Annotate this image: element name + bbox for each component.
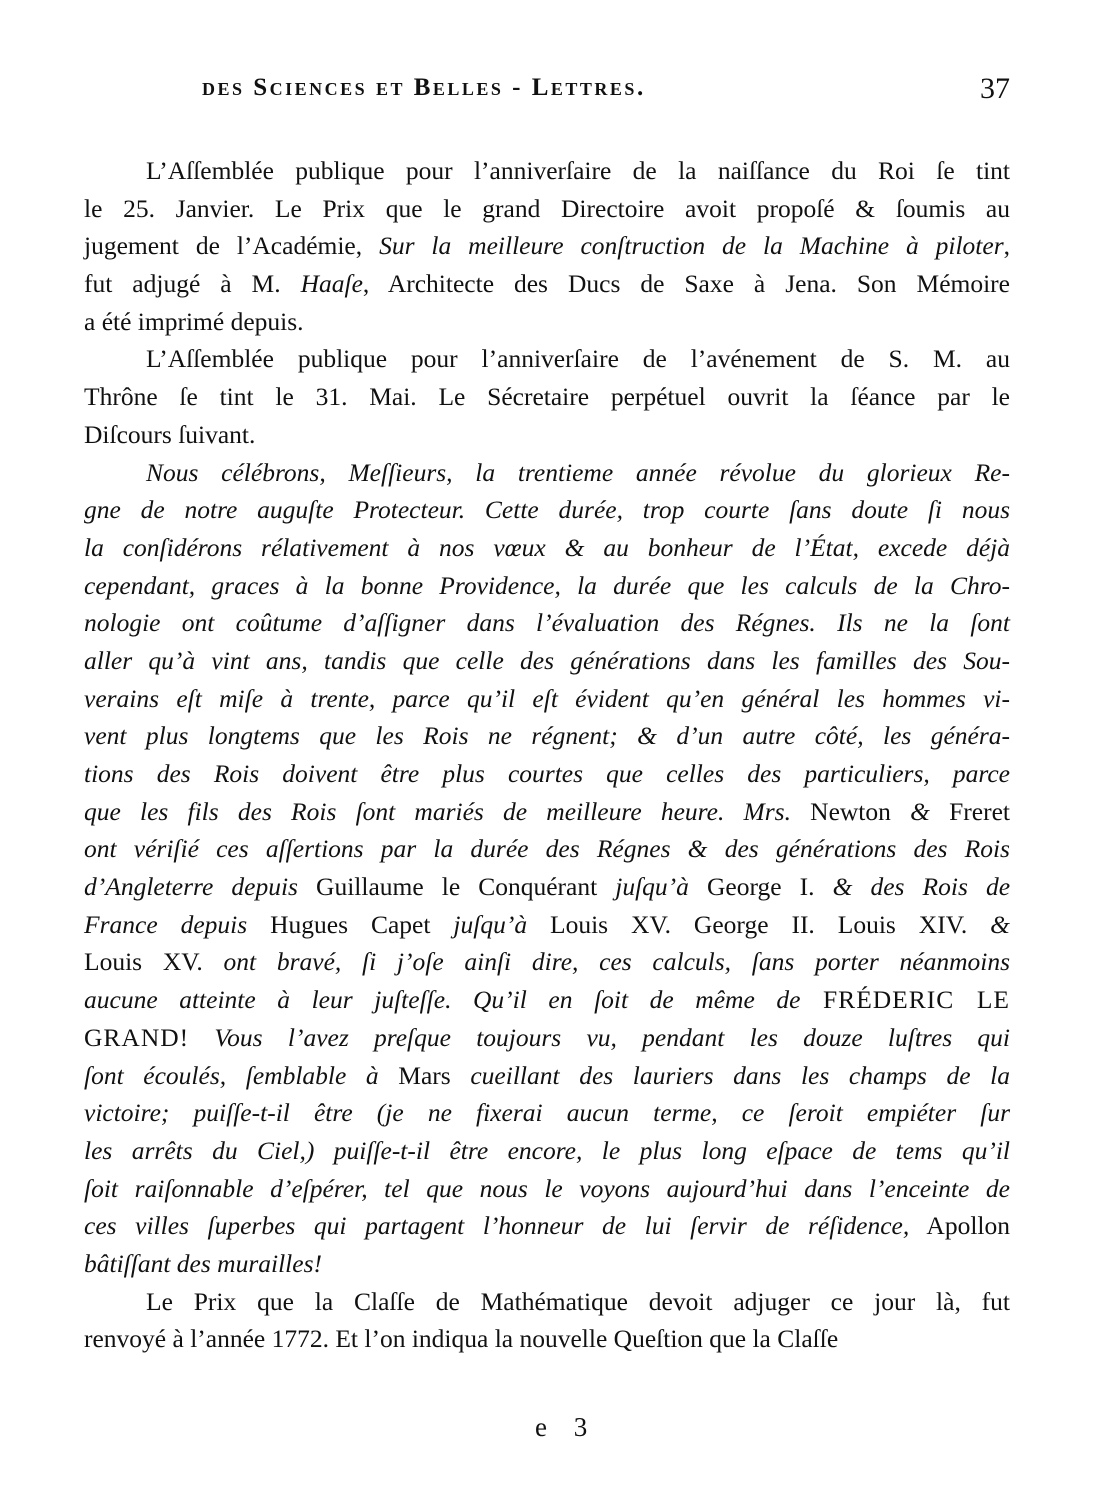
text-line bbox=[84, 1245, 1010, 1283]
text-line bbox=[84, 1057, 1010, 1095]
roman-run: Hugues Capet bbox=[247, 909, 454, 939]
italic-run: juſqu’à bbox=[453, 909, 528, 939]
text-line bbox=[84, 717, 1010, 755]
italic-run: aller qu’à vint ans, tandis que celle des générations dans les familles des Sou- bbox=[84, 645, 1010, 675]
text-line bbox=[84, 340, 1010, 378]
italic-run: & des Rois de bbox=[832, 872, 1011, 902]
paragraph bbox=[84, 152, 1010, 340]
italic-run: gne de notre auguſte Protecteur. Cette durée, trop courte ſans doute ſi nous bbox=[84, 495, 1010, 525]
italic-run: cueillant des lauriers dans les champs de la bbox=[470, 1060, 1010, 1090]
italic-run: les arrêts du Ciel,) puiſſe-t-il être encore, le plus long eſpace de tems qu’il bbox=[84, 1135, 1010, 1165]
text-line bbox=[84, 604, 1010, 642]
roman-run: Mars bbox=[378, 1060, 471, 1090]
text-line bbox=[84, 830, 1010, 868]
roman-run: George I. bbox=[688, 872, 833, 902]
text-line bbox=[84, 755, 1010, 793]
running-title: des Sciences et Belles - Lettres. bbox=[202, 74, 646, 101]
italic-run: France depuis bbox=[84, 909, 248, 939]
text-line bbox=[84, 1019, 1010, 1057]
roman-run: jugement de l’Académie, bbox=[84, 231, 380, 261]
text-line bbox=[84, 1283, 1010, 1321]
text-line bbox=[84, 943, 1010, 981]
text-line bbox=[84, 793, 1010, 831]
paragraph bbox=[84, 454, 1010, 1283]
text-line bbox=[84, 906, 1010, 944]
italic-run: ont vériſié ces aſſertions par la durée des Régnes & des générations des Rois bbox=[84, 834, 1010, 864]
roman-run: renvoyé à l’année 1772. Et l’on indiqua la nouvelle Queſtion que la Claſſe bbox=[84, 1324, 839, 1354]
text-line bbox=[84, 868, 1010, 906]
text-line bbox=[84, 454, 1010, 492]
text-line bbox=[84, 1207, 1010, 1245]
roman-run: Louis XV. George II. Louis XIV. bbox=[527, 909, 991, 939]
text-line bbox=[84, 1094, 1010, 1132]
roman-run: Diſcours ſuivant. bbox=[84, 419, 256, 449]
italic-run: Sur la meilleure conſtruction de la Machine à piloter bbox=[379, 231, 1004, 261]
italic-run: aucune atteinte à leur juſteſſe. Qu’il en ſoit de même de bbox=[84, 985, 801, 1015]
roman-run: Apollon bbox=[909, 1211, 1010, 1241]
roman-run: Louis XV. bbox=[84, 947, 224, 977]
text-line bbox=[84, 227, 1010, 265]
italic-run: d’Angleterre depuis bbox=[84, 872, 298, 902]
text-line bbox=[84, 1170, 1010, 1208]
italic-run: que les fils des Rois ſont mariés de meilleure heure. Mrs. bbox=[84, 796, 791, 826]
text-line bbox=[84, 981, 1010, 1019]
paragraph bbox=[84, 340, 1010, 453]
roman-run: Freret bbox=[929, 796, 1010, 826]
italic-run: victoire; puiſſe-t-il être (je ne fixerai aucun terme, ce ſeroit empiéter ſur bbox=[84, 1098, 1010, 1128]
caps-run: FRÉDERIC LE bbox=[800, 985, 1011, 1015]
italic-run: Nous célébrons, Meſſieurs, la trentieme année révolue du glorieux Re- bbox=[146, 457, 1010, 487]
italic-run: la conſidérons rélativement à nos vœux & au bonheur de l’État, excede déjà bbox=[84, 532, 1010, 562]
italic-run: ſont écoulés, ſemblable à bbox=[84, 1060, 379, 1090]
italic-run: nologie ont coûtume d’aſſigner dans l’évaluation des Régnes. Ils ne la ſont bbox=[84, 608, 1010, 638]
roman-run: a été imprimé depuis. bbox=[84, 306, 304, 336]
text-line bbox=[84, 1320, 1010, 1358]
italic-run: juſqu’à bbox=[615, 872, 689, 902]
italic-run: & bbox=[990, 909, 1010, 939]
roman-run: L’Aſſemblée publique pour l’anniverſaire de la naiſſance du Roi ſe tint bbox=[146, 156, 1010, 185]
roman-run: , bbox=[1003, 231, 1010, 261]
roman-run: Newton bbox=[790, 796, 911, 826]
italic-run: ces villes ſuperbes qui partagent l’honneur de lui ſervir de réſidence, bbox=[84, 1211, 910, 1241]
roman-run: Le Prix que la Claſſe de Mathématique devoit adjuger ce jour là, fut bbox=[146, 1286, 1010, 1316]
italic-run: tions des Rois doivent être plus courtes que celles des particuliers, parce bbox=[84, 759, 1010, 788]
running-head bbox=[84, 74, 1010, 114]
italic-run: Vous l’avez preſque toujours vu, pendant les douze luſtres qui bbox=[189, 1022, 1010, 1052]
text-line bbox=[84, 265, 1010, 303]
roman-run: Thrône ſe tint le 31. Mai. Le Sécretaire perpétuel ouvrit la ſéance par le bbox=[84, 382, 1010, 412]
italic-run: & bbox=[910, 796, 930, 826]
italic-run: ont bravé, ſi j’oſe ainſi dire, ces calculs, ſans porter néanmoins bbox=[223, 947, 1011, 977]
roman-run: le 25. Janvier. Le Prix que le grand Directoire avoit propoſé & ſoumis au bbox=[84, 193, 1010, 223]
roman-run: , Architecte des Ducs de Saxe à Jena. Son Mémoire bbox=[362, 269, 1010, 299]
text-line bbox=[84, 152, 1010, 190]
roman-run: Guillaume le Conquérant bbox=[297, 872, 616, 902]
text-line bbox=[84, 190, 1010, 228]
roman-run: L’Aſſemblée publique pour l’anniverſaire de l’avénement de S. M. au bbox=[146, 344, 1010, 374]
signature-mark: e 3 bbox=[535, 1412, 598, 1442]
page-number: 37 bbox=[980, 72, 1010, 105]
roman-run: fut adjugé à M. bbox=[84, 269, 301, 299]
caps-run: GRAND! bbox=[84, 1022, 190, 1052]
text-line bbox=[84, 680, 1010, 718]
text-line bbox=[84, 416, 1010, 454]
text-line bbox=[84, 378, 1010, 416]
text-line bbox=[84, 491, 1010, 529]
italic-run: Haaſe bbox=[300, 269, 363, 299]
paragraph bbox=[84, 1283, 1010, 1358]
text-line bbox=[84, 567, 1010, 605]
italic-run: ſoit raiſonnable d’eſpérer, tel que nous le voyons aujourd’hui dans l’enceinte de bbox=[84, 1173, 1010, 1203]
body-text bbox=[84, 152, 1010, 1358]
text-line bbox=[84, 303, 1010, 341]
italic-run: cependant, graces à la bonne Providence, la durée que les calculs de la Chro- bbox=[84, 570, 1010, 600]
text-line bbox=[84, 1132, 1010, 1170]
italic-run: verains eſt miſe à trente, parce qu’il eſt évident qu’en général les hommes vi- bbox=[84, 683, 1010, 713]
text-line bbox=[84, 529, 1010, 567]
italic-run: vent plus longtems que les Rois ne régnent; & d’un autre côté, les généra- bbox=[84, 721, 1010, 751]
italic-run: bâtiſſant des murailles! bbox=[84, 1248, 322, 1278]
text-line bbox=[84, 642, 1010, 680]
